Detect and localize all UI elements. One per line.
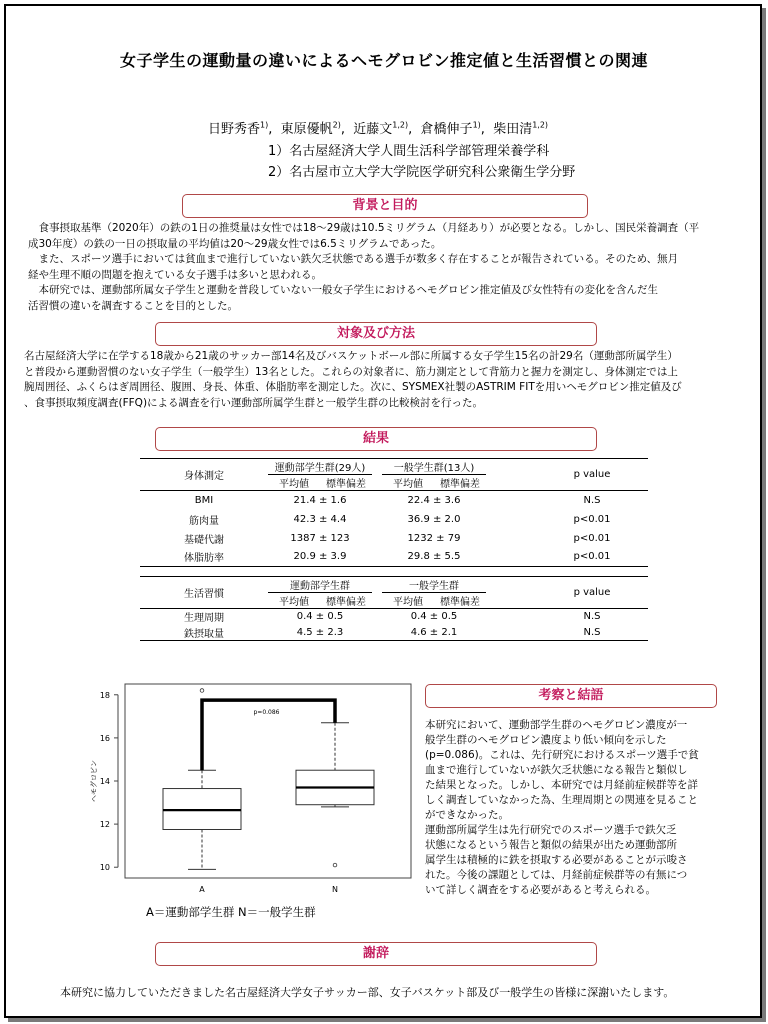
- table-row: [140, 609, 648, 625]
- text-line: また、スポーツ選手においては貧血まで進行していない鉄欠乏状態である選手が数多く存在することが報告されている。そのため、無月: [28, 253, 679, 265]
- author: 東原優帆: [280, 122, 333, 137]
- boxplot-svg: [88, 680, 416, 900]
- text-line: 腕周囲径、ふくらはぎ周囲径、腹囲、身長、体重、体脂肪率を測定した。次に、SYSMEX社製のASTRIM FITを用いヘモグロビン推定値及び: [24, 381, 682, 393]
- text-line: た結果となった。しかし、本研究では月経前症候群等を詳: [425, 779, 698, 791]
- table-group-b: 一般学生群(13人): [382, 459, 486, 475]
- affiliation-1: 1）名古屋経済大学人間生活科学部管理栄養学科: [268, 144, 550, 159]
- x-category-label: A: [199, 885, 205, 894]
- y-tick-label: 10: [99, 863, 110, 873]
- author-sup: 1): [260, 120, 269, 130]
- discussion-text: [425, 718, 725, 898]
- cell-pvalue: p<0.01: [573, 532, 611, 544]
- table-sd-header: 標準偏差: [434, 593, 486, 609]
- methods-text: [24, 349, 682, 411]
- author-sup: 1,2): [392, 120, 409, 130]
- x-category-label: N: [332, 885, 338, 894]
- table-sd-header: 標準偏差: [434, 475, 486, 491]
- table-row: [140, 625, 648, 641]
- table-mean-header: 平均値: [382, 593, 434, 609]
- text-line: 属学生は積極的に鉄を摂取する必要があることが示唆さ: [425, 854, 688, 866]
- poster-title: 女子学生の運動量の違いによるヘモグロビン推定値と生活習慣との関連: [119, 51, 648, 70]
- background-text: [28, 221, 699, 314]
- table-lifestyle: [140, 576, 648, 641]
- table-row: [140, 491, 648, 510]
- chart-caption: A＝運動部学生群 N＝一般学生群: [146, 905, 316, 919]
- table-sd-header: 標準偏差: [320, 593, 372, 609]
- cell-value: 1232 ± 79: [407, 532, 461, 544]
- cell-pvalue: N.S: [583, 611, 601, 623]
- cell-value: 29.8 ± 5.5: [382, 548, 486, 567]
- cell-value: 0.4 ± 0.5: [296, 611, 344, 623]
- y-axis-label: ヘモグロビン: [90, 760, 98, 802]
- row-label: 鉄摂取量: [140, 625, 268, 641]
- section-header-background: 背景と目的: [182, 194, 588, 218]
- table-col-label: 身体測定: [140, 459, 268, 491]
- section-header-acknowledgement: 謝辞: [155, 942, 597, 966]
- row-label: 体脂肪率: [140, 548, 268, 567]
- row-label: 基礎代謝: [184, 534, 224, 546]
- row-label: 生理周期: [184, 613, 224, 625]
- p-value-annotation: p=0.086: [253, 709, 280, 717]
- table-pvalue-header: p value: [536, 459, 648, 491]
- table-group-b: 一般学生群: [382, 577, 486, 593]
- text-line: しく調査していなかった為、生理周期との関連を見ること: [425, 794, 698, 806]
- author-sup: 1): [472, 120, 481, 130]
- outlier-point: [200, 689, 204, 693]
- section-header-methods: 対象及び方法: [155, 322, 597, 346]
- table-row: [140, 548, 648, 567]
- text-line: 、食事摂取頻度調査(FFQ)による調査を行い運動部所属学生群と一般学生群の比較検討を行った。: [24, 396, 484, 409]
- table-body-measurements: [140, 458, 648, 567]
- author: 近藤文: [353, 122, 393, 137]
- cell-value: 4.6 ± 2.1: [382, 625, 486, 641]
- table-row: [140, 510, 648, 529]
- cell-value: 42.3 ± 4.4: [293, 513, 347, 525]
- table-row: [140, 529, 648, 548]
- author-sup: 2): [332, 120, 341, 130]
- cell-pvalue: p<0.01: [536, 548, 648, 567]
- cell-value: 1387 ± 123: [290, 532, 350, 544]
- section-header-results: 結果: [155, 427, 597, 451]
- text-line: いて詳しく調査をする必要があると考えられる。: [425, 884, 656, 896]
- text-line: 成30年度）の鉄の一日の摂取量の平均値は20～29歳女性では6.5ミリグラムであった。: [28, 237, 442, 250]
- text-line: (p=0.086)。これは、先行研究におけるスポーツ選手で貧: [425, 749, 699, 761]
- cell-value: 4.5 ± 2.3: [268, 625, 372, 641]
- author: 倉橋伸子: [420, 122, 473, 137]
- table-mean-header: 平均値: [382, 475, 434, 491]
- author: 柴田清: [493, 122, 533, 137]
- cell-value: 36.9 ± 2.0: [407, 513, 461, 525]
- section-header-discussion: 考察と結語: [425, 684, 717, 708]
- table-sd-header: 標準偏差: [320, 475, 372, 491]
- cell-value: 20.9 ± 3.9: [268, 548, 372, 567]
- y-tick-label: 12: [99, 820, 110, 830]
- text-line: 状態になるという報告と類似の結果が出ため運動部所: [425, 839, 677, 851]
- cell-value: 21.4 ± 1.6: [293, 494, 347, 506]
- table-pvalue-header: p value: [536, 577, 648, 609]
- acknowledgement-text: 本研究に協力していただきました名古屋経済大学女子サッカー部、女子バスケット部及び一般学生の皆様に深謝いたします。: [60, 986, 675, 999]
- cell-pvalue: N.S: [536, 625, 648, 641]
- row-label: BMI: [194, 494, 214, 506]
- text-line: 血まで進行していないが鉄欠乏状態になる報告と類似し: [425, 764, 688, 776]
- table-group-a: 運動部学生群: [268, 577, 372, 593]
- y-tick-label: 18: [99, 690, 110, 700]
- text-line: 本研究において、運動部学生群のヘモグロビン濃度が一: [425, 719, 688, 731]
- table-col-label: 生活習慣: [140, 577, 268, 609]
- author-list: 日野秀香$^{1)}$, 東原優帆$^{2)}$, 近藤文$^{1,2)}$, 倉橋伸子$^{1)}$, 柴田清$^{1,2)}$: [208, 120, 549, 137]
- text-line: 活習慣の違いを調査することを目的とした。: [28, 299, 238, 312]
- text-line: れた。今後の課題としては、月経前症候群等の有無につ: [425, 869, 688, 881]
- cell-pvalue: p<0.01: [573, 513, 611, 525]
- text-line: 経や生理不順の問題を抱えている女子選手は多いと思われる。: [28, 268, 322, 281]
- table-group-a: 運動部学生群(29人): [268, 459, 372, 475]
- row-label: 筋肉量: [189, 515, 219, 527]
- affiliation-2: 2）名古屋市立大学大学院医学研究科公衆衛生学分野: [268, 165, 576, 180]
- author: 日野秀香: [208, 122, 261, 137]
- y-tick-label: 14: [99, 777, 110, 786]
- table-mean-header: 平均値: [268, 593, 320, 609]
- hemoglobin-boxplot: [88, 680, 416, 900]
- text-line: 般学生群のヘモグロビン濃度より低い傾向を示した: [425, 734, 667, 746]
- outlier-point: [333, 863, 337, 867]
- text-line: 本研究では、運動部所属女子学生と運動を普段していない一般女子学生におけるヘモグロビン推定値及び女性特有の変化を含んだ生: [28, 284, 658, 296]
- text-line: 運動部所属学生は先行研究でのスポーツ選手で鉄欠乏: [425, 824, 677, 836]
- y-tick-label: 16: [99, 733, 110, 743]
- text-line: と普段から運動習慣のない女子学生（一般学生）13名とした。これらの対象者に、筋力測定として背筋力と握力を測定し、身体測定では上: [24, 365, 678, 378]
- author-sup: 1,2): [532, 120, 549, 130]
- text-line: ができなかった。: [425, 809, 509, 821]
- cell-value: 22.4 ± 3.6: [407, 494, 461, 506]
- text-line: 名古屋経済大学に在学する18歳から21歳のサッカー部14名及びバスケットボール部に所属する女子学生15名の計29名（運動部所属学生）: [24, 350, 678, 362]
- cell-pvalue: N.S: [583, 494, 601, 506]
- text-line: 食事摂取基準（2020年）の鉄の1日の推奨量は女性では18～29歳は10.5ミリグラム（月経あり）が必要となる。しかし、国民栄養調査（平: [28, 222, 700, 234]
- table-mean-header: 平均値: [268, 475, 320, 491]
- cell-value: 0.4 ± 0.5: [410, 611, 458, 623]
